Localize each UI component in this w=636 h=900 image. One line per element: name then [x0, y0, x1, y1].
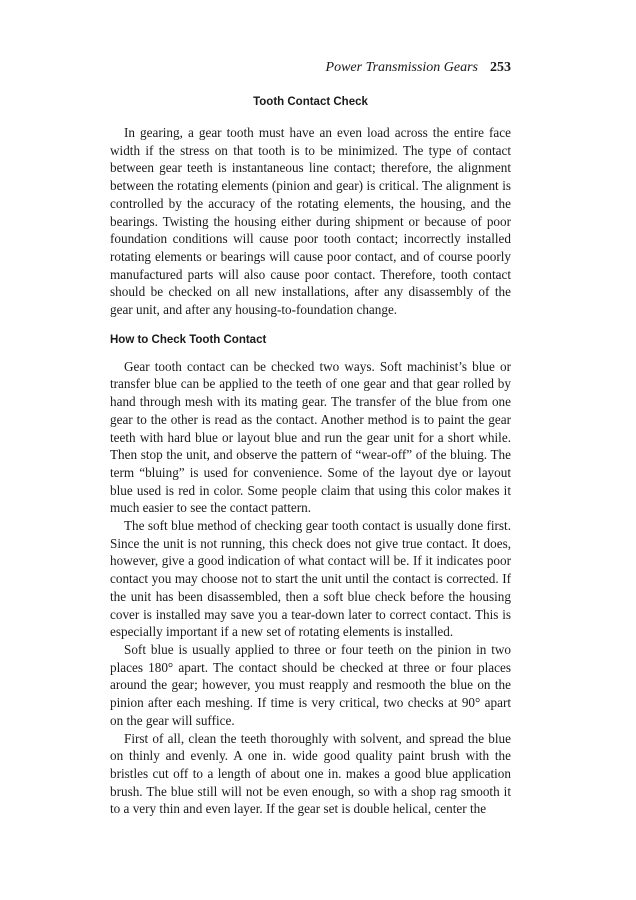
paragraph: In gearing, a gear tooth must have an even load across the entire face width if the stress on that tooth is to be minimized. The type of contact between gear teeth is instantaneous line contact; therefore, the alignment between the rotating elements (pinion and gear) is critical. The alignment is controlled by the accuracy of the rotating elements, the housing, and the bearings. Twisting the housing either during shipment or because of poor foundation conditions will cause poor tooth contact; incorrectly installed rotating elements or bearings will cause poor contact, and of course poorly manufactured parts will also cause poor contact. Therefore, tooth contact should be checked on all new installations, after any disassembly of the gear unit, and after any housing-to-foundation change. [110, 125, 511, 318]
running-header [110, 59, 511, 77]
paragraph: The soft blue method of checking gear tooth contact is usually done first. Since the unit is not running, this check does not give true contact. It does, however, give a good indication of what contact will be. If it indicates poor contact you may choose not to start the unit until the contact is corrected. If the unit has been disassembled, then a soft blue check before the housing cover is installed may save you a tear-down later to correct contact. This is especially important if a new set of rotating elements is installed. [110, 518, 511, 640]
section-heading-how-to-check: How to Check Tooth Contact [110, 333, 267, 346]
paragraph: Soft blue is usually applied to three or four teeth on the pinion in two places 180° apart. The contact should be checked at three or four places around the gear; however, you must reapply and resmooth the blue on the pinion after each meshing. If time is very critical, two checks at 90° apart on the gear will suffice. [110, 641, 511, 728]
paragraph: First of all, clean the teeth thoroughly with solvent, and spread the blue on thinly and evenly. A one in. wide good quality paint brush with the bristles cut off to a length of about one in. makes a good blue application brush. The blue still will not be even enough, so with a shop rag smooth it to a very thin and even layer. If the gear set is double helical, center the [110, 730, 511, 817]
paragraph: Gear tooth contact can be checked two ways. Soft machinist’s blue or transfer blue can be applied to the teeth of one gear and that gear rolled by hand through mesh with its mating gear. The transfer of the blue from one gear to the other is read as the contact. Another method is to paint the gear teeth with hard blue or layout blue and run the gear unit for a short while. Then stop the unit, and observe the pattern of “wear-off” of the bluing. The term “bluing” is used for convenience. Some of the layout dye or layout blue used is red in color. Some people claim that using this color makes it much easier to see the contact pattern. [110, 358, 511, 516]
section-heading-tooth-contact-check: Tooth Contact Check [253, 96, 368, 108]
page-body [110, 94, 511, 818]
running-title: Power Transmission Gears [325, 60, 478, 75]
page-number: 253 [490, 60, 511, 75]
